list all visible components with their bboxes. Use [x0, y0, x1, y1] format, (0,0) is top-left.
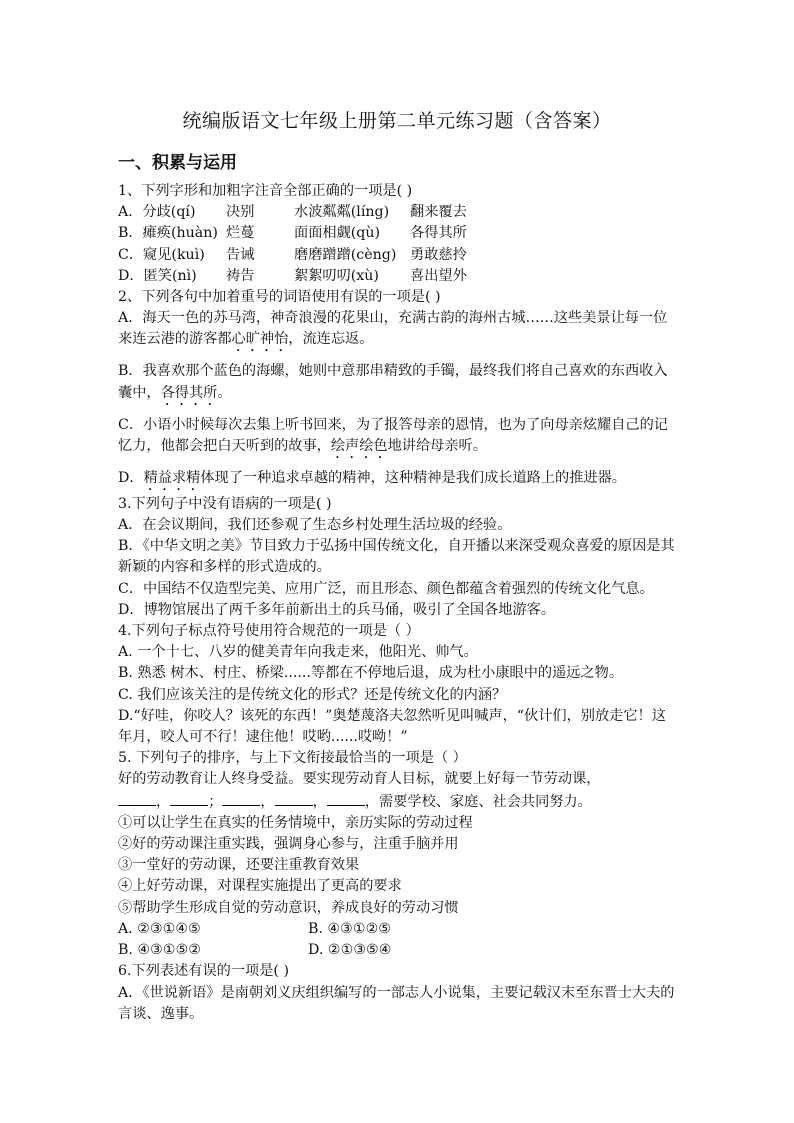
question-4-option-d: D.“好哇，你咬人？该死的东西！”奥楚蔑洛夫忽然听见叫喊声，“伙计们，别放走它！这年月，咬人可不行！逮住他！哎哟......哎呦！”	[118, 707, 666, 746]
question-5-stem: 5. 下列句子的排序，与上下文衔接最恰当的一项是（ ）	[118, 750, 467, 767]
question-4-stem: 4.下列句子标点符号使用符合规范的一项是（ ）	[118, 623, 420, 640]
question-3-option-c: C．中国结不仅造型完美、应用广泛，而且形态、颜色都蕴含着强烈的传统文化气息。	[118, 580, 654, 597]
question-1-option-a: A．分歧(qí) 决别 水波粼粼(líng) 翻来覆去	[118, 204, 467, 221]
fill-blank	[222, 791, 260, 806]
question-1-option-b: B．瘫痪(huàn) 烂蔓 面面相觑(qù) 各得其所	[118, 225, 467, 242]
question-4-option-b: B. 熟悉 树木、村庄、桥梁......等都在不停地后退，成为杜小康眼中的遥远之物。	[118, 665, 624, 682]
question-3-stem: 3.下列句子中没有语病的一项是( )	[118, 495, 332, 512]
question-5-item: ②好的劳动课注重实践，强调身心参与，注重手脑并用	[118, 836, 459, 853]
emphasis-word: 各得其所	[160, 384, 218, 401]
emphasis-word: 绘声绘色	[330, 437, 388, 454]
question-5-answers-row-2: B. ④③①⑤② D. ②①③⑤④	[118, 942, 392, 959]
question-5-blanks: ， ； ， ， ，需要学校、家庭、社会共同努力。	[118, 791, 678, 813]
fill-blank	[170, 791, 208, 806]
emphasis-word: 精益求精	[143, 469, 201, 486]
question-4-option-a: A. 一个十七、八岁的健美青年向我走来，他阳光、帅气。	[118, 644, 478, 661]
question-list	[118, 181, 678, 1025]
question-6-option-a: A．《世说新语》是南朝刘义庆组织编写的一部志人小说集，主要记载汉末至东晋士大夫的言谈、逸事。	[118, 984, 675, 1022]
question-4-option-c: C. 我们应该关注的是传统文化的形式？还是传统文化的内涵？	[118, 686, 507, 703]
question-5-item: ①可以让学生在真实的任务情境中，亲历实际的劳动过程	[118, 814, 473, 831]
fill-blank	[275, 791, 313, 806]
question-2-option-b: B．我喜欢那个蓝色的海螺，她则中意那串精致的手镯，最终我们将自己喜欢的东西收入囊中，各得其所。	[118, 363, 668, 401]
document-title: 统编版语文七年级上册第二单元练习题（含答案）	[182, 110, 612, 132]
question-2-option-a: A．海天一色的苏马湾，神奇浪漫的花果山，充满古韵的海州古城……这些美景让每一位来连云港的游客都心旷神怡，流连忘返。	[118, 310, 668, 348]
fill-blank	[327, 791, 365, 806]
question-1-option-d: D．匿笑(nì) 祷告 絮絮叨叨(xù) 喜出望外	[118, 267, 467, 284]
emphasis-word: 心旷神怡	[231, 331, 289, 348]
question-2-stem: 2、下列各句中加着重号的词语使用有误的一项是( )	[118, 289, 441, 306]
question-6-stem: 6.下列表述有误的一项是( )	[118, 963, 289, 980]
fill-blank	[118, 791, 156, 806]
question-5-item: ③一堂好的劳动课，还要注重教育效果	[118, 857, 360, 874]
section-heading: 一、积累与运用	[118, 153, 237, 173]
question-1-stem: 1、下列字形和加粗字注音全部正确的一项是( )	[118, 183, 413, 199]
question-5-item: ⑤帮助学生形成自觉的劳动意识，养成良好的劳动习惯	[118, 899, 459, 916]
question-3-option-a: A．在会议期间，我们还参观了生态乡村处理生活垃圾的经验。	[118, 517, 512, 534]
question-2-option-d: D．精益求精体现了一种追求卓越的精神，这种精神是我们成长道路上的推进器。	[118, 469, 626, 486]
question-1-option-c: C．窥见(kuì) 告诫 磨磨蹭蹭(cèng) 勇敢慈拎	[118, 246, 467, 263]
question-5-intro: 好的劳动教育让人终身受益。要实现劳动育人目标，就要上好每一节劳动课，	[118, 771, 601, 788]
question-2-option-c: C．小语小时候每次去集上听书回来，为了报答母亲的恩情，也为了向母亲炫耀自己的记忆力，他都会把白天听到的故事，绘声绘色地讲给母亲听。	[118, 416, 668, 454]
question-5-item: ④上好劳动课，对课程实施提出了更高的要求	[118, 878, 402, 895]
question-3-option-d: D．博物馆展出了两千多年前新出土的兵马俑，吸引了全国各地游客。	[118, 601, 556, 618]
question-3-option-b: B．《中华文明之美》节目致力于弘扬中国传统文化，自开播以来深受观众喜爱的原因是其新颖的内容和多样的形式造成的。	[118, 538, 675, 576]
question-5-answers-row-1: A. ②③①④⑤ B. ④③①②⑤	[118, 920, 392, 937]
